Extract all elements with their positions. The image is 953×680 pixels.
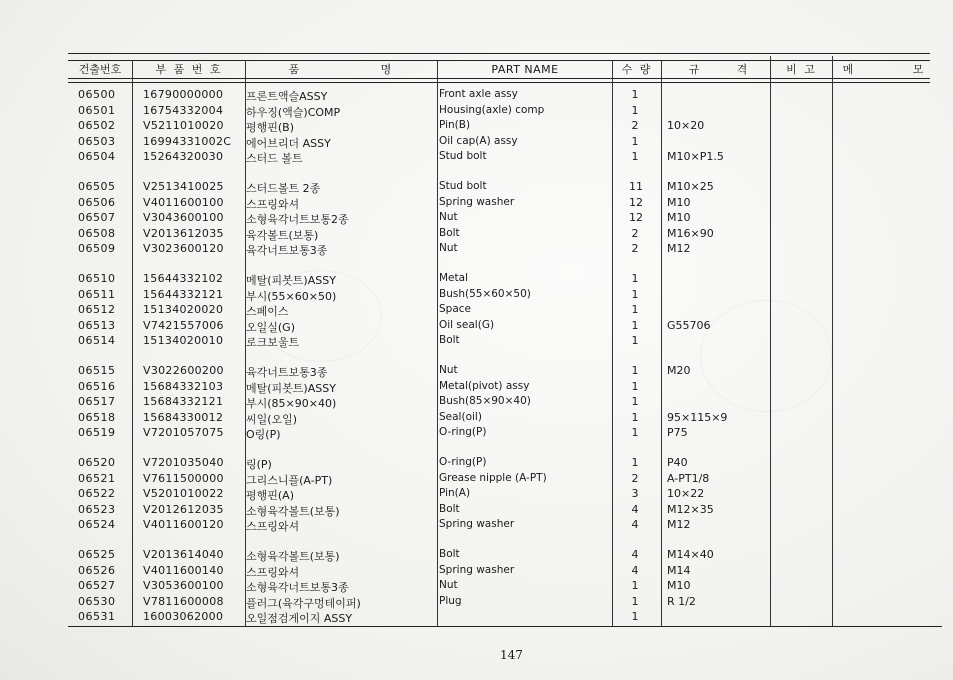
row-part-name: Bolt xyxy=(439,502,460,515)
row-korean-name: 에어브리더 ASSY xyxy=(246,136,331,150)
row-korean-name: 오일점검게이지 ASSY xyxy=(246,612,353,625)
table-row xyxy=(78,319,758,334)
row-number: 06510 xyxy=(78,272,116,285)
row-korean-name: 하우징(액슬)COMP xyxy=(246,105,341,119)
row-quantity: 12 xyxy=(629,211,643,224)
row-korean-name: 소형육각너트보통2종 xyxy=(246,213,349,226)
row-spec: P40 xyxy=(667,456,688,469)
table-row xyxy=(78,242,758,257)
row-spec: P75 xyxy=(667,426,688,439)
row-korean-name: 씨일(오일) xyxy=(246,412,298,426)
row-quantity: 1 xyxy=(631,426,639,439)
header-spec-b: 격 xyxy=(736,63,750,76)
row-korean-name: 육각너트보통3종 xyxy=(246,366,328,379)
row-part-number: V4011600100 xyxy=(143,195,224,209)
row-part-name: Spring washer xyxy=(439,563,515,576)
row-spec: M10×25 xyxy=(667,180,714,193)
row-spec: R 1/2 xyxy=(667,594,696,608)
row-number: 06531 xyxy=(78,610,116,623)
row-number: 06501 xyxy=(78,103,116,117)
row-quantity: 1 xyxy=(631,579,639,592)
row-part-name: Nut xyxy=(439,211,458,223)
header-spec-a: 규 xyxy=(688,63,702,76)
row-part-number: V7201035040 xyxy=(143,456,224,469)
row-quantity: 1 xyxy=(631,88,639,101)
row-number: 06520 xyxy=(78,456,116,469)
row-part-number: V7421557006 xyxy=(143,318,224,332)
row-part-number: 16003062000 xyxy=(143,610,224,623)
row-part-name: Pin(B) xyxy=(439,119,471,131)
row-quantity: 1 xyxy=(631,395,639,408)
row-korean-name: 스페이스 xyxy=(246,305,289,318)
table-row xyxy=(78,487,758,502)
row-quantity: 3 xyxy=(631,487,639,500)
row-part-name: Bush(85×90×40) xyxy=(439,395,531,407)
table-row xyxy=(78,411,758,426)
row-spec: M20 xyxy=(667,364,691,377)
row-quantity: 1 xyxy=(631,150,639,163)
table-row xyxy=(78,456,758,471)
row-spec: M16×90 xyxy=(667,226,714,240)
row-quantity: 1 xyxy=(631,379,639,393)
row-part-name: Bush(55×60×50) xyxy=(439,287,531,300)
table-row xyxy=(78,595,758,610)
col-divider xyxy=(832,56,833,626)
row-part-name: Pin(A) xyxy=(439,487,471,499)
top-rule xyxy=(68,53,930,54)
row-part-name: Metal xyxy=(439,272,468,284)
row-quantity: 1 xyxy=(631,287,639,301)
row-part-number: 16994331002C xyxy=(143,134,232,148)
row-korean-name: 육각너트보통3종 xyxy=(246,244,328,257)
row-part-number: 16754332004 xyxy=(143,103,224,117)
row-part-name: Nut xyxy=(439,242,458,254)
header-part-name: PART NAME xyxy=(491,62,559,76)
row-spec: 10×22 xyxy=(667,487,705,500)
row-quantity: 11 xyxy=(629,180,643,193)
row-korean-name: 로크보울트 xyxy=(246,336,300,349)
row-part-name: Stud bolt xyxy=(439,180,487,192)
row-number: 06504 xyxy=(78,150,116,163)
row-korean-name: 오일실(G) xyxy=(246,320,295,334)
row-korean-name: 소형육각볼트(보통) xyxy=(246,504,340,518)
page-number: 147 xyxy=(500,648,523,662)
row-part-number: V2012612035 xyxy=(143,502,224,516)
row-number: 06524 xyxy=(78,518,116,531)
row-quantity: 4 xyxy=(631,502,639,516)
row-part-name: Metal(pivot) assy xyxy=(439,379,530,392)
row-part-number: 15684332121 xyxy=(143,395,224,408)
row-quantity: 4 xyxy=(631,518,639,531)
row-quantity: 2 xyxy=(631,242,639,255)
row-korean-name: 평행핀(A) xyxy=(246,489,294,502)
row-number: 06519 xyxy=(78,426,116,439)
row-part-name: Grease nipple (A-PT) xyxy=(439,471,547,484)
row-quantity: 2 xyxy=(631,471,639,485)
table-row xyxy=(78,518,758,533)
row-korean-name: 스터드볼트 2종 xyxy=(246,182,321,195)
row-spec: M10 xyxy=(667,211,691,224)
row-part-name: Plug xyxy=(439,594,462,607)
row-quantity: 1 xyxy=(631,318,639,332)
row-number: 06509 xyxy=(78,242,116,255)
row-part-number: 15684332103 xyxy=(143,379,224,393)
row-part-number: V5201010022 xyxy=(143,487,224,500)
row-part-name: Space xyxy=(439,303,471,315)
row-quantity: 1 xyxy=(631,594,639,608)
row-part-name: Oil cap(A) assy xyxy=(439,134,518,147)
row-number: 06522 xyxy=(78,487,116,500)
table-row xyxy=(78,227,758,242)
row-spec: M10×P1.5 xyxy=(667,150,724,163)
row-number: 06506 xyxy=(78,195,116,209)
row-quantity: 4 xyxy=(631,563,639,577)
table-row xyxy=(78,135,758,150)
row-number: 06503 xyxy=(78,134,116,148)
row-quantity: 12 xyxy=(629,195,643,209)
row-quantity: 1 xyxy=(631,364,639,377)
row-part-number: 15644332102 xyxy=(143,272,224,285)
row-number: 06527 xyxy=(78,579,116,592)
table-row xyxy=(78,334,758,349)
table-row xyxy=(78,288,758,303)
row-korean-name: 메탈(피봇트)ASSY xyxy=(246,381,336,395)
row-part-number: V4011600140 xyxy=(143,563,224,577)
row-number: 06500 xyxy=(78,88,116,101)
row-part-number: V7811600008 xyxy=(143,594,224,608)
row-korean-name: 평행핀(B) xyxy=(246,121,295,134)
header-memo: 메 모 xyxy=(842,63,952,76)
row-number: 06517 xyxy=(78,395,116,408)
row-quantity: 1 xyxy=(631,456,639,469)
row-number: 06523 xyxy=(78,502,116,516)
row-part-number: 15644332121 xyxy=(143,287,224,301)
row-quantity: 2 xyxy=(631,226,639,240)
row-korean-name: O링(P) xyxy=(246,428,281,441)
row-number: 06521 xyxy=(78,471,116,485)
row-part-number: 15264320030 xyxy=(143,150,224,163)
row-spec: M10 xyxy=(667,579,691,592)
table-row xyxy=(78,426,758,441)
row-number: 06513 xyxy=(78,318,116,332)
row-part-number: V3023600120 xyxy=(143,242,224,255)
row-number: 06507 xyxy=(78,211,116,224)
row-quantity: 1 xyxy=(631,610,639,623)
header-bottom-rule xyxy=(68,78,930,79)
row-part-name: Spring washer xyxy=(439,195,515,208)
row-part-name: Nut xyxy=(439,579,458,591)
row-part-name: Bolt xyxy=(439,334,460,346)
row-spec: G55706 xyxy=(667,318,711,332)
header-double-rule xyxy=(68,82,930,83)
row-spec: 10×20 xyxy=(667,119,705,132)
row-part-number: V4011600120 xyxy=(143,518,224,531)
row-quantity: 2 xyxy=(631,119,639,132)
row-part-name: Front axle assy xyxy=(439,88,518,100)
row-part-number: V3043600100 xyxy=(143,211,224,224)
row-number: 06516 xyxy=(78,379,116,393)
row-korean-name: 소형육각볼트(보통) xyxy=(246,550,340,563)
table-row xyxy=(78,272,758,287)
row-spec: M12×35 xyxy=(667,502,714,516)
row-part-number: V7611500000 xyxy=(143,471,224,485)
row-part-number: V5211010020 xyxy=(143,119,224,132)
row-korean-name: 메탈(피봇트)ASSY xyxy=(246,274,336,287)
table-row xyxy=(78,196,758,211)
table-row xyxy=(78,564,758,579)
row-quantity: 1 xyxy=(631,334,639,347)
row-quantity: 1 xyxy=(631,272,639,285)
row-spec: 95×115×9 xyxy=(667,410,728,424)
row-korean-name: 부시(55×60×50) xyxy=(246,289,337,303)
row-korean-name: 스프링와셔 xyxy=(246,197,300,211)
row-korean-name: 스프링와셔 xyxy=(246,520,300,533)
row-part-name: O-ring(P) xyxy=(439,456,487,468)
header-part-number: 부 품 번 호 xyxy=(155,63,223,76)
row-part-number: 15134020010 xyxy=(143,334,224,347)
header-korean-name-b: 명 xyxy=(380,63,394,76)
row-korean-name: 스터드 볼트 xyxy=(246,152,303,165)
row-part-name: Spring washer xyxy=(439,518,515,530)
row-spec: M14 xyxy=(667,563,691,577)
row-number: 06526 xyxy=(78,563,116,577)
row-number: 06514 xyxy=(78,334,116,347)
row-part-number: V7201057075 xyxy=(143,426,224,439)
row-korean-name: 프론트액슬ASSY xyxy=(246,90,328,103)
row-number: 06518 xyxy=(78,410,116,424)
row-part-number: V3022600200 xyxy=(143,364,224,377)
row-part-name: Bolt xyxy=(439,226,460,239)
table-row xyxy=(78,579,758,594)
table-row xyxy=(78,472,758,487)
row-quantity: 1 xyxy=(631,134,639,148)
row-spec: M14×40 xyxy=(667,548,714,561)
row-quantity: 4 xyxy=(631,548,639,561)
table-row xyxy=(78,380,758,395)
row-korean-name: 부시(85×90×40) xyxy=(246,397,337,410)
header-remarks: 비 고 xyxy=(786,63,817,76)
row-part-number: V2013614040 xyxy=(143,548,224,561)
row-part-number: V2013612035 xyxy=(143,226,224,240)
row-number: 06525 xyxy=(78,548,116,561)
row-part-name: Oil seal(G) xyxy=(439,318,495,331)
table-row xyxy=(78,610,758,625)
table-row xyxy=(78,364,758,379)
header-number: 건출번호 xyxy=(78,63,122,76)
row-korean-name: 소형육각너트보통3종 xyxy=(246,581,349,594)
row-part-number: 16790000000 xyxy=(143,88,224,101)
row-part-name: Nut xyxy=(439,364,458,376)
row-quantity: 1 xyxy=(631,303,639,316)
table-row xyxy=(78,119,758,134)
row-part-name: Stud bolt xyxy=(439,150,487,162)
row-part-name: O-ring(P) xyxy=(439,426,487,438)
row-part-number: V3053600100 xyxy=(143,579,224,592)
row-spec: M12 xyxy=(667,242,691,255)
row-quantity: 1 xyxy=(631,103,639,117)
row-part-number: 15684330012 xyxy=(143,410,224,424)
row-part-number: 15134020020 xyxy=(143,303,224,316)
row-number: 06515 xyxy=(78,364,116,377)
row-part-name: Bolt xyxy=(439,548,460,560)
row-number: 06508 xyxy=(78,226,116,240)
table-row xyxy=(78,180,758,195)
row-number: 06512 xyxy=(78,303,116,316)
table-row xyxy=(78,104,758,119)
row-part-name: Seal(oil) xyxy=(439,410,482,423)
row-spec: A-PT1/8 xyxy=(667,471,710,485)
table-row xyxy=(78,303,758,318)
header-korean-name-a: 품 xyxy=(288,63,302,76)
table-row xyxy=(78,548,758,563)
row-spec: M12 xyxy=(667,518,691,531)
row-number: 06530 xyxy=(78,594,116,608)
header-quantity: 수 량 xyxy=(621,63,653,76)
row-spec: M10 xyxy=(667,195,691,209)
row-number: 06505 xyxy=(78,180,116,193)
row-korean-name: 링(P) xyxy=(246,458,272,471)
bottom-rule xyxy=(68,626,942,627)
row-korean-name: 스프링와셔 xyxy=(246,565,300,579)
table-row xyxy=(78,150,758,165)
row-part-number: V2513410025 xyxy=(143,180,224,193)
row-quantity: 1 xyxy=(631,410,639,424)
col-divider xyxy=(770,56,771,626)
row-korean-name: 그리스니플(A-PT) xyxy=(246,473,333,487)
row-number: 06511 xyxy=(78,287,116,301)
table-row xyxy=(78,211,758,226)
row-korean-name: 플러그(육각구멍테이퍼) xyxy=(246,596,361,610)
table-row xyxy=(78,88,758,103)
row-number: 06502 xyxy=(78,119,116,132)
table-row xyxy=(78,395,758,410)
table-row xyxy=(78,503,758,518)
row-korean-name: 육각볼트(보통) xyxy=(246,228,319,242)
row-part-name: Housing(axle) comp xyxy=(439,103,545,116)
